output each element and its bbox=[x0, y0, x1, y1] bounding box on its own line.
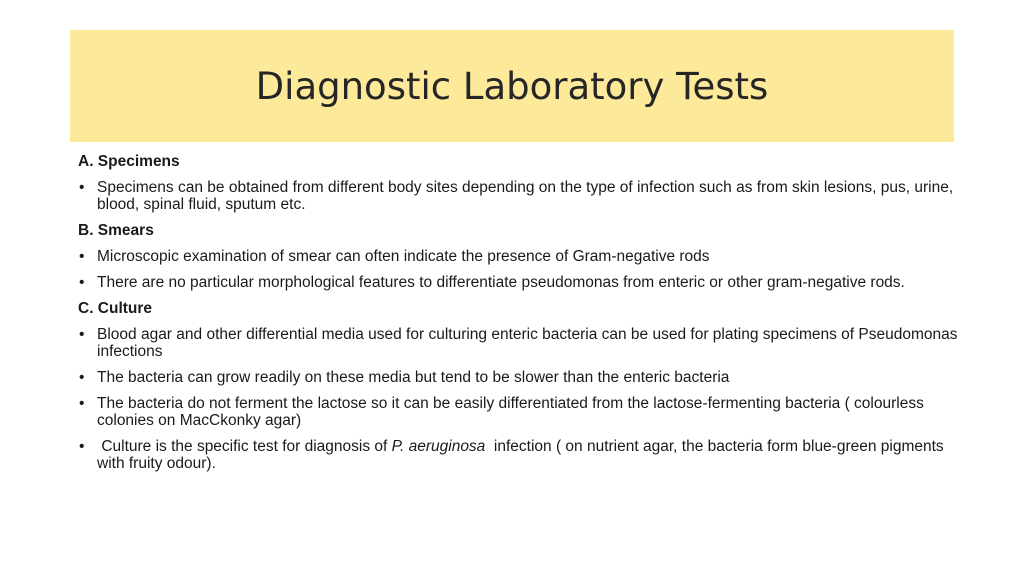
bullet-item bbox=[78, 326, 958, 360]
section-heading-specimens: A. Specimens bbox=[78, 153, 180, 170]
section-heading-smears: B. Smears bbox=[78, 222, 154, 239]
slide-title: Diagnostic Laboratory Tests bbox=[255, 64, 769, 108]
bullet-text: Microscopic examination of smear can often indicate the presence of Gram-negative rods bbox=[97, 248, 710, 265]
species-name: P. aeruginosa bbox=[391, 438, 486, 455]
bullet-text: Blood agar and other differential media used for culturing enteric bacteria can be used for plating specimens of Pseudomonas infections bbox=[97, 326, 958, 360]
title-band bbox=[70, 30, 954, 142]
bullet-text: The bacteria do not ferment the lactose so it can be easily differentiated from the lactose-fermenting bacteria ( colourless colonies on MacCkonky agar) bbox=[97, 395, 924, 429]
bullet-item bbox=[78, 395, 958, 429]
slide-content bbox=[78, 153, 958, 481]
bullet-text bbox=[97, 438, 948, 472]
bullet-item bbox=[78, 179, 958, 213]
bullet-icon: • bbox=[79, 438, 85, 455]
bullet-icon: • bbox=[79, 248, 85, 265]
bullet-icon: • bbox=[79, 326, 85, 343]
bullet-text-pre: Culture is the specific test for diagnosis of bbox=[97, 438, 392, 455]
bullet-text: The bacteria can grow readily on these media but tend to be slower than the enteric bacteria bbox=[97, 369, 730, 386]
bullet-item bbox=[78, 369, 958, 386]
bullet-icon: • bbox=[79, 369, 85, 386]
bullet-icon: • bbox=[79, 395, 85, 412]
section-heading-culture: C. Culture bbox=[78, 300, 153, 317]
bullet-text: Specimens can be obtained from different body sites depending on the type of infection such as from skin lesions, pus, urine, blood, spinal fluid, sputum etc. bbox=[97, 179, 954, 213]
bullet-item bbox=[78, 438, 958, 472]
bullet-text-post: infection ( on nutrient agar, the bacteria form blue-green pigments with fruity odour). bbox=[97, 438, 948, 472]
bullet-text: There are no particular morphological features to differentiate pseudomonas from enteric or other gram-negative rods. bbox=[97, 274, 905, 291]
bullet-icon: • bbox=[79, 179, 85, 196]
bullet-item bbox=[78, 248, 958, 265]
bullet-item bbox=[78, 274, 958, 291]
bullet-icon: • bbox=[79, 274, 85, 291]
